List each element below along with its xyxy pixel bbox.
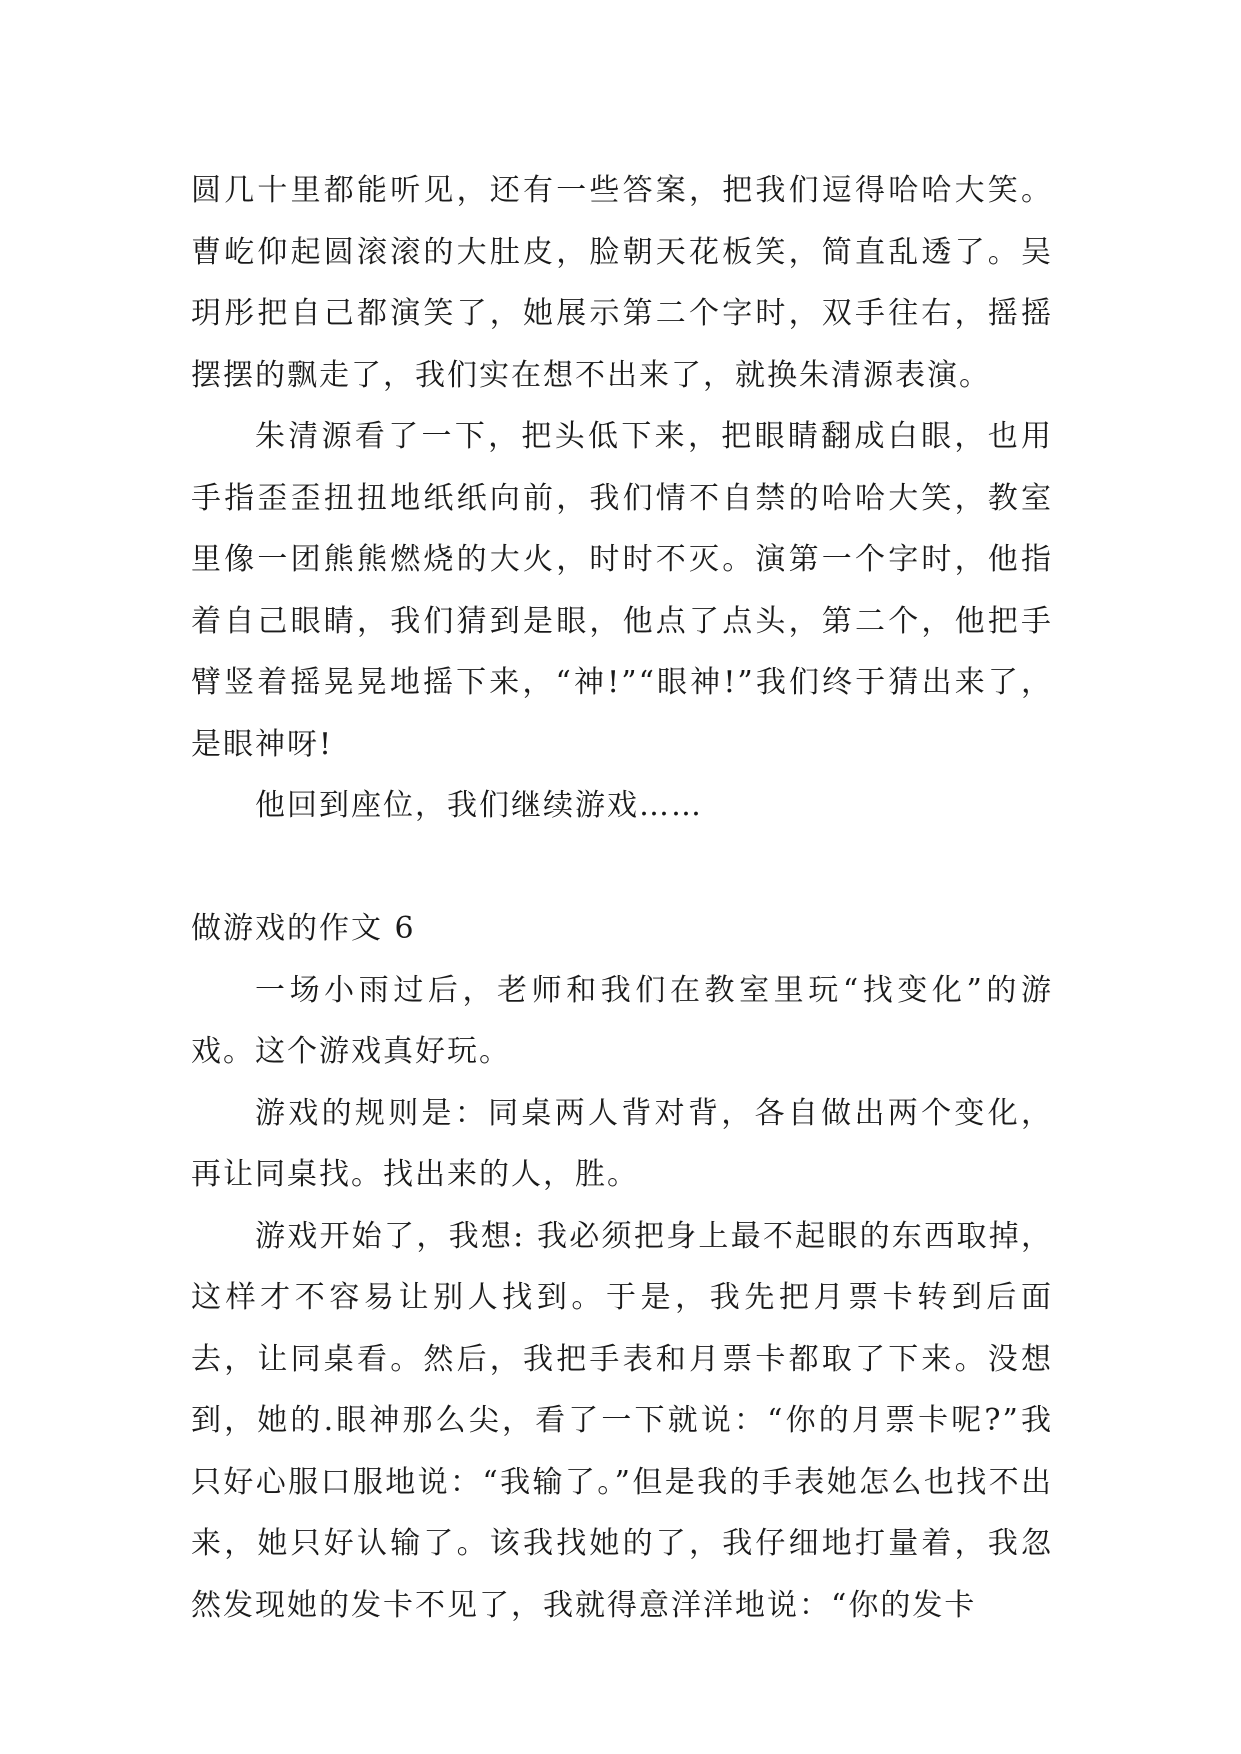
paragraph: 一场小雨过后，老师和我们在教室里玩“找变化”的游戏。这个游戏真好玩。 [191,972,1053,1069]
section-title: 做游戏的作文 6 [191,911,416,946]
paragraph: 他回到座位，我们继续游戏…… [255,788,703,823]
document-body [191,160,1053,1636]
paragraph: 游戏开始了，我想: 我必须把身上最不起眼的东西取掉，这样才不容易让别人找到。于是，我先把月票卡转到后面去，让同桌看。然后，我把手表和月票卡都取了下来。没想到，她的.眼神那么尖，看了一下就说：“你的月票卡呢?”我只好心服口服地说：“我输了。”但是我的手表她怎么也找不出来，她只好认输了。该我找她的了，我仔细地打量着，我忽然发现她的发卡不见了，我就得意洋洋地说：“你的发卡 [191,1218,1053,1623]
paragraph: 游戏的规则是：同桌两人背对背，各自做出两个变化，再让同桌找。找出来的人，胜。 [191,1095,1053,1192]
paragraph: 朱清源看了一下，把头低下来，把眼睛翻成白眼，也用手指歪歪扭扭地纸纸向前，我们情不自禁的哈哈大笑，教室里像一团熊熊燃烧的大火，时时不灭。演第一个字时，他指着自己眼睛，我们猜到是眼，他点了点头，第二个，他把手臂竖着摇晃晃地摇下来，“神!”“眼神!”我们终于猜出来了，是眼神呀! [191,419,1053,762]
paragraph-continuation: 圆几十里都能听见，还有一些答案，把我们逗得哈哈大笑。曹屹仰起圆滚滚的大肚皮，脸朝天花板笑，简直乱透了。吴玥彤把自己都演笑了，她展示第二个字时，双手往右，摇摇摆摆的飘走了，我们实在想不出来了，就换朱清源表演。 [191,173,1053,393]
section-spacer [191,837,1053,899]
